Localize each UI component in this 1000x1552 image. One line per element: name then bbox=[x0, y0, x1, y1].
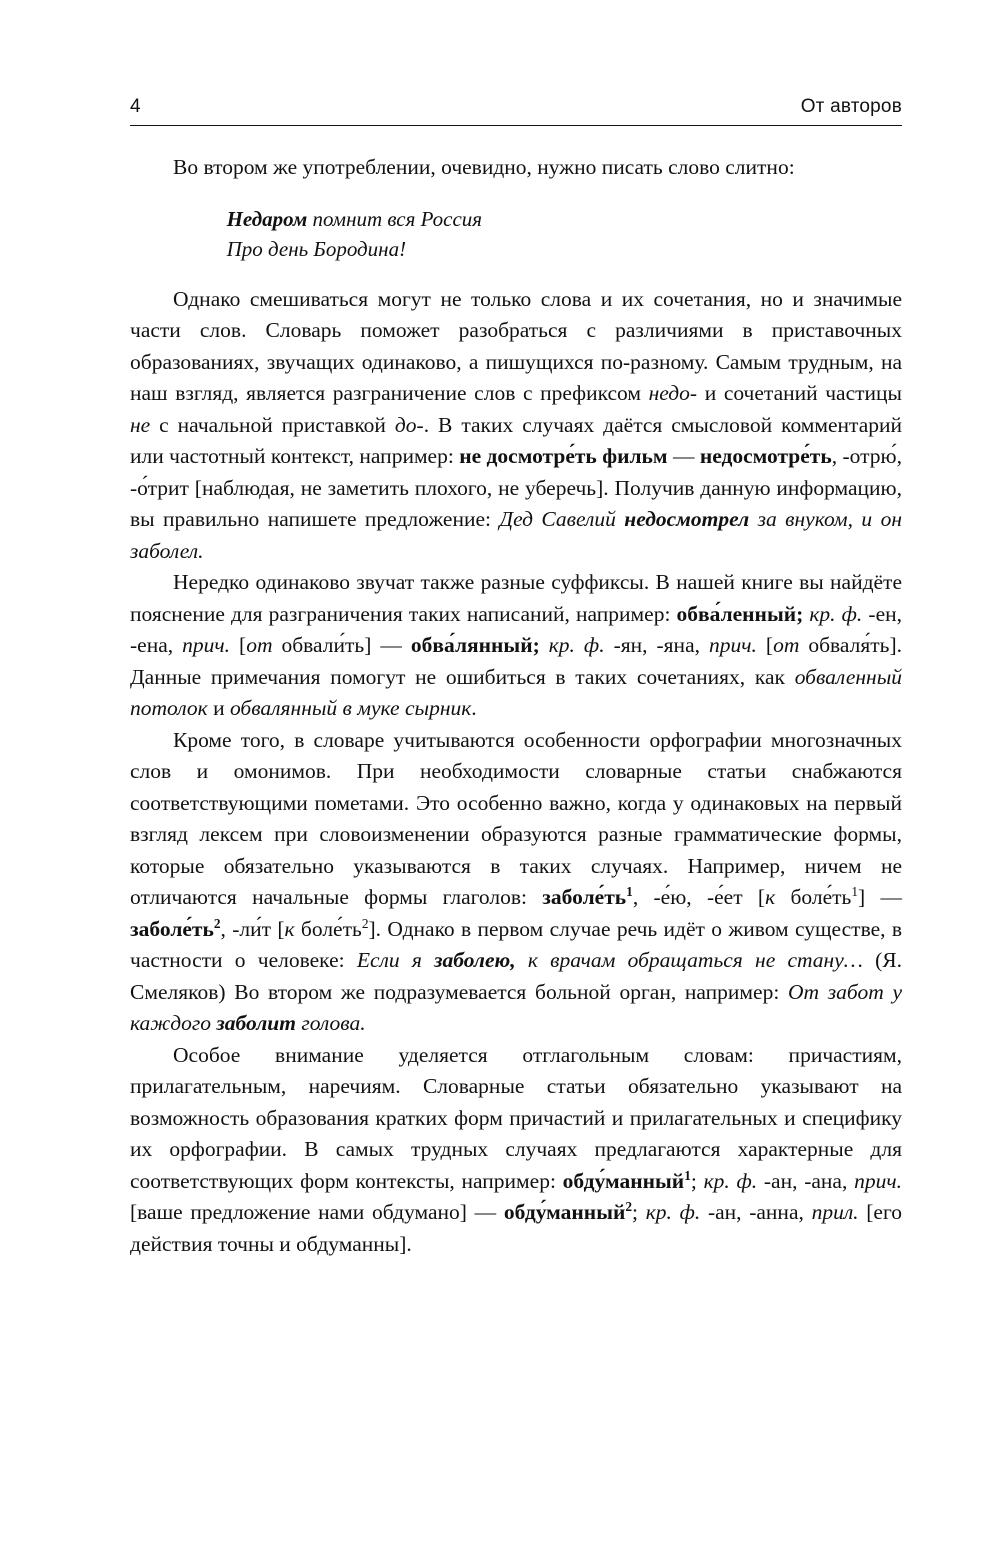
p4-sup-1: 1 bbox=[626, 883, 633, 899]
p5-seg-3: -ан, -ана, bbox=[757, 1168, 855, 1193]
p3-seg-1: Нередко одинаково звучат также разные суффиксы. В нашей книге вы найдёте пояснение для разграничения таких написаний, например: bbox=[130, 570, 902, 626]
p3-seg-4: обвали́ть] — bbox=[272, 633, 411, 657]
verse-line-1-rest: помнит вся Россия bbox=[307, 206, 483, 231]
p5-seg-4: [ваше предложение нами обдумано] — bbox=[130, 1200, 504, 1224]
p3-italic-2: прич. bbox=[182, 633, 231, 657]
p4-seg-4: ] — bbox=[858, 885, 902, 909]
p2-seg-5: — bbox=[667, 444, 700, 468]
p5-seg-2: ; bbox=[690, 1168, 704, 1193]
p4-sup-3: 2 bbox=[213, 915, 221, 931]
p4-italic-4: к врачам обращаться не стану… bbox=[515, 948, 863, 972]
p5-seg-5: ; bbox=[632, 1200, 646, 1224]
p5-italic-1: кр. ф. bbox=[703, 1168, 758, 1193]
p5-bold-1 bbox=[563, 1169, 691, 1193]
p2-seg-2: и сочетаний частицы bbox=[697, 381, 902, 405]
verse-lead-word: Недаром bbox=[226, 206, 308, 231]
running-title: От авторов bbox=[800, 96, 902, 117]
p5-bold-2-text: обду́манный bbox=[503, 1200, 626, 1224]
p3-seg-8: и bbox=[207, 696, 230, 720]
p3-italic-4: кр. ф. bbox=[539, 633, 605, 657]
p4-sup-2: 1 bbox=[851, 883, 858, 899]
verse-line-1 bbox=[227, 204, 902, 234]
paragraph-2 bbox=[130, 284, 902, 568]
p4-bold-1 bbox=[542, 885, 633, 909]
p5-bold-1-text: обду́манный bbox=[562, 1168, 685, 1193]
p4-bold-2 bbox=[130, 917, 221, 941]
page-number: 4 bbox=[130, 96, 141, 117]
page-content bbox=[130, 96, 902, 1260]
p2-italic-do: до- bbox=[394, 412, 424, 437]
p3-seg-3: [ bbox=[230, 633, 247, 657]
p4-italic-6: голова. bbox=[295, 1011, 366, 1035]
p4-seg-8: (Я. Смеляков) Во втором же подразумевается больной орган, например: bbox=[130, 948, 903, 1004]
p3-italic-8: обвалянный в муке сырник bbox=[229, 696, 472, 720]
p3-seg-6: [ bbox=[756, 633, 774, 657]
body-text bbox=[130, 152, 902, 1260]
p5-italic-2: прич. bbox=[854, 1168, 902, 1193]
paragraph-5 bbox=[130, 1040, 902, 1261]
p2-italic-5: за внуком, и он заболел. bbox=[130, 507, 902, 563]
p4-seg-7: ]. Однако в первом случае речь идёт о живом существе, в частности о человеке: bbox=[130, 916, 903, 972]
p5-italic-4: прил. bbox=[811, 1200, 859, 1224]
p4-italic-3: Если я bbox=[356, 948, 435, 972]
p3-italic-1: кр. ф. bbox=[803, 601, 863, 626]
p4-bolditalic-2: заболит bbox=[216, 1011, 296, 1035]
p4-sup-4: 2 bbox=[361, 915, 369, 931]
p2-seg-6: , -отрю́, -о́трит [наблюдая, не заметить плохого, не уберечь]. Получив данную информацию, вы правильно напишете предложение: bbox=[130, 444, 902, 531]
p4-italic-1: к bbox=[765, 885, 776, 909]
p4-seg-1: Кроме того, в словаре учитываются особенности орфографии многозначных слов и омонимов. При необходимости словарные статьи снабжаются соответствующими пометами. Это особенно важно, когда у одинаковых на первый взгляд лексем при словоизменении образуются разные грамматические формы, которые обязательно указываются в таких случаях. Например, ничем не отличаются начальные формы глаголов: bbox=[130, 727, 902, 909]
p3-seg-5: -ян, -яна, bbox=[604, 633, 709, 657]
p4-italic-5: От забот у каждого bbox=[130, 979, 902, 1035]
p5-seg-1: Особое внимание уделяется отглагольным словам: причастиям, прилагательным, наречиям. Словарные статьи обязательно указывают на возможность образования кратких форм причастий и прилагательных и специфику их орфографии. В самых трудных случаях предлагаются характерные для соответствующих форм контексты, например: bbox=[130, 1042, 902, 1193]
running-head bbox=[130, 96, 902, 118]
verse-line-2: Про день Бородина! bbox=[226, 236, 407, 261]
paragraph-1 bbox=[130, 152, 902, 184]
p2-bold-1: не досмотре́ть фильм bbox=[459, 444, 668, 468]
p4-bolditalic-1: заболею, bbox=[434, 948, 516, 972]
p3-italic-6: от bbox=[773, 633, 800, 657]
p4-seg-5: , -ли́т [ bbox=[220, 916, 285, 941]
p3-italic-7: обваленный потолок bbox=[130, 664, 902, 720]
p5-italic-3: кр. ф. bbox=[645, 1200, 701, 1224]
paragraph-3 bbox=[130, 567, 902, 725]
p2-seg-4: . В таких случаях даётся смысловой комментарий или частотный контекст, например: bbox=[130, 412, 903, 468]
p4-seg-3: боле́ть bbox=[775, 885, 852, 909]
paragraph-1-text: Во втором же употреблении, очевидно, нужно писать слово слитно: bbox=[173, 155, 795, 179]
p5-seg-7: [его действия точны и обдуманны]. bbox=[130, 1200, 902, 1256]
p4-bold-1-text: заболе́ть bbox=[542, 885, 627, 909]
p3-seg-9: . bbox=[471, 696, 477, 720]
p2-seg-1: Однако смешиваться могут не только слова и их сочетания, но и значимые части слов. Словарь поможет разобраться с различиями в приставочных образованиях, звучащих одинаково, а пишущихся по-разному. Самым трудным, на наш взгляд, является разграничение слов с префиксом bbox=[130, 286, 902, 405]
p4-seg-6: боле́ть bbox=[294, 916, 362, 941]
p5-sup-1: 1 bbox=[684, 1167, 691, 1183]
p4-italic-2: к bbox=[284, 916, 295, 941]
p2-seg-3: с начальной приставкой bbox=[150, 412, 395, 437]
p2-italic-4: Дед Савелий bbox=[499, 507, 625, 531]
p2-italic-ne: не bbox=[130, 412, 151, 437]
p3-italic-3: от bbox=[246, 633, 273, 657]
p3-seg-7: обваля́ть]. Данные примечания помогут не ошибиться в таких сочетаниях, как bbox=[130, 633, 902, 689]
p2-italic-nedo: недо- bbox=[648, 381, 698, 405]
p3-bold-2: обва́лянный; bbox=[410, 633, 540, 657]
p5-seg-6: -ан, -анна, bbox=[700, 1200, 812, 1224]
p3-italic-5: прич. bbox=[709, 633, 757, 657]
p3-seg-2: -ен, -ена, bbox=[130, 601, 902, 657]
p3-bold-1: обва́ленный; bbox=[676, 601, 804, 626]
p4-seg-2: , -е́ю, -е́ет [ bbox=[632, 885, 766, 909]
paragraph-4 bbox=[130, 725, 902, 1040]
p5-bold-2 bbox=[504, 1200, 632, 1224]
p2-bolditalic-1: недосмотрел bbox=[624, 507, 750, 531]
verse-quote bbox=[130, 204, 902, 264]
p4-bold-2-text: заболе́ть bbox=[130, 916, 214, 941]
p5-sup-2: 2 bbox=[625, 1198, 633, 1214]
p2-bold-2: недосмотре́ть bbox=[699, 444, 832, 468]
header-rule bbox=[130, 125, 902, 126]
